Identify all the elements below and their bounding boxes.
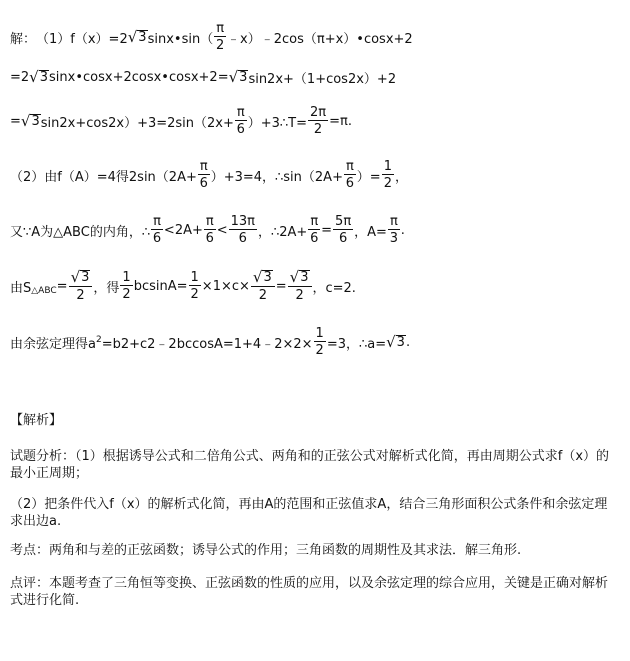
- text: =: [275, 278, 287, 294]
- text: ﹣x）﹣2cos（π+x）•cosx+2: [227, 31, 413, 47]
- fraction: $\frac{\pi}{6}$: [199, 159, 208, 191]
- text: ，: [394, 169, 408, 185]
- text: ）+3∴T=: [247, 115, 307, 131]
- text: ×1×c×: [201, 278, 250, 294]
- fraction: $\frac{5\pi}{6}$: [335, 214, 352, 246]
- text: ）+3=4，∴sin（2A+: [210, 169, 343, 185]
- solution-label: 解：: [10, 31, 37, 47]
- superscript: 2: [95, 335, 102, 345]
- sqrt: √ 3: [127, 27, 147, 46]
- text: bcsinA=: [133, 278, 188, 294]
- text: <2A+: [163, 222, 203, 238]
- analysis-paragraph-2: （2）把条件代入f（x）的解析式化简，再由A的范围和正弦值求A，结合三角形面积公式条件和余弦定理求出边a.: [10, 497, 608, 529]
- text: ，得: [93, 280, 120, 296]
- text: ）=: [356, 169, 381, 185]
- text: ，A=: [354, 224, 387, 240]
- text: .: [400, 222, 405, 238]
- fraction: $\frac{\pi}{6}$: [152, 214, 162, 246]
- subscript: △ABC: [31, 286, 57, 296]
- fraction: $\frac{1}{2}$: [122, 270, 131, 302]
- sqrt: √ 3: [20, 111, 40, 130]
- fraction: $\frac{13\pi}{6}$: [230, 214, 255, 246]
- solution-line-7: [10, 327, 410, 357]
- fraction: $\frac{\pi}{2}$: [215, 21, 225, 53]
- solution-line-5: [10, 215, 405, 245]
- fraction: √ 3 2: [251, 270, 275, 302]
- solution-line-3: [10, 106, 352, 136]
- sqrt: √ 3: [228, 68, 248, 86]
- solution-line-2: [10, 68, 396, 87]
- text: =: [10, 113, 21, 129]
- text: ，c=2.: [312, 280, 356, 296]
- text: <: [216, 222, 228, 238]
- text: （1）f（x）=2: [36, 31, 128, 47]
- text: sin2x+（1+cos2x）+2: [248, 72, 397, 87]
- text: sinx•cosx+2cosx•cosx+2=: [49, 70, 229, 85]
- fraction: √ 3 2: [288, 270, 312, 302]
- text: ，∴2A+: [257, 224, 308, 240]
- analysis-heading: 【解析】: [10, 413, 63, 428]
- solution-line-4: [10, 160, 408, 190]
- fraction: √ 3 2: [69, 270, 93, 302]
- solution-line-6: [10, 270, 356, 302]
- sqrt: √ 3: [386, 332, 405, 351]
- text: （2）由f（A）=4得2sin（2A+: [10, 169, 197, 185]
- sqrt: √ 3: [29, 68, 49, 86]
- text: =: [321, 222, 333, 238]
- fraction: $\frac{\pi}{3}$: [389, 214, 398, 246]
- text: 又∵A为△ABC的内角，∴: [10, 224, 151, 240]
- fraction: $\frac{\pi}{6}$: [310, 214, 319, 246]
- analysis-paragraph-1: 试题分析：（1）根据诱导公式和二倍角公式、两角和的正弦公式对解析式化简，再由周期公式求f（x）的最小正周期；: [10, 449, 610, 481]
- fraction: $\frac{1}{2}$: [315, 326, 324, 358]
- text: =3，∴a=: [326, 336, 387, 352]
- analysis-paragraph-4: 点评：本题考查了三角恒等变换、正弦函数的性质的应用，以及余弦定理的综合应用，关键是正确对解析式进行化简.: [10, 576, 609, 608]
- fraction: $\frac{\pi}{6}$: [236, 105, 245, 137]
- text: =π.: [329, 113, 352, 129]
- fraction: $\frac{\pi}{6}$: [205, 214, 214, 246]
- text: .: [405, 334, 411, 350]
- text: =: [56, 278, 68, 294]
- fraction: $\frac{\pi}{6}$: [345, 159, 355, 191]
- analysis-paragraph-3: 考点：两角和与差的正弦函数；诱导公式的作用；三角函数的周期性及其求法．解三角形.: [10, 543, 522, 558]
- text: sinx•sin（: [147, 31, 214, 47]
- solution-line-1: [10, 22, 413, 52]
- fraction: $\frac{1}{2}$: [190, 270, 199, 302]
- text: 由S: [10, 280, 32, 296]
- text: sin2x+cos2x）+3=2sin（2x+: [40, 115, 234, 131]
- text: =2: [10, 70, 30, 85]
- text: =b2+c2﹣2bccosA=1+4﹣2×2×: [101, 336, 313, 352]
- fraction: $\frac{1}{2}$: [383, 159, 392, 191]
- fraction: $\frac{2\pi}{2}$: [310, 105, 327, 137]
- text: 由余弦定理得a: [10, 336, 96, 352]
